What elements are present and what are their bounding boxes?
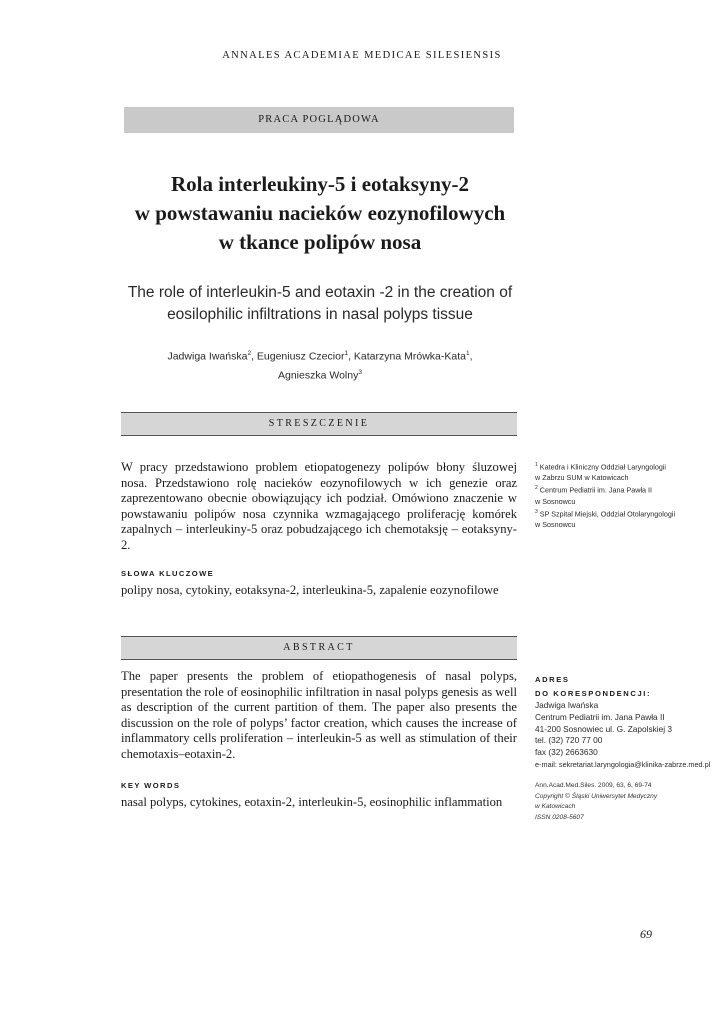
abstract-heading: ABSTRACT (121, 636, 517, 660)
affiliation-line: w Zabrzu SUM w Katowicach (535, 473, 629, 483)
affiliation-number: 2 (535, 485, 538, 492)
title-english (0, 282, 640, 326)
copyright-line: Copyright © Śląski Uniwersytet Medyczny (535, 792, 658, 800)
keywords-polish-heading: SŁOWA KLUCZOWE (121, 569, 215, 578)
correspondence-street: 41-200 Sosnowiec ul. G. Zapolskiej 3 (535, 723, 672, 734)
affiliation-line (535, 483, 715, 495)
affiliation-text: Katedra i Kliniczny Oddział Laryngologii (537, 462, 667, 472)
citation-block (535, 781, 715, 823)
article-type-label: PRACA POGLĄDOWA (124, 107, 514, 133)
author-separator: , (469, 350, 473, 363)
affiliation-text: SP Szpital Miejski, Oddział Otolaryngologii (537, 509, 676, 519)
title-english-line: eosilophilic infiltrations in nasal polyps tissue (167, 306, 473, 323)
author-name: , Eugeniusz Czecior (251, 350, 345, 363)
author-line (0, 365, 640, 384)
affiliation-ref: 3 (358, 368, 362, 376)
correspondence-email: e-mail: sekretariat.laryngologia@klinika-zabrze.med.pl (535, 759, 711, 769)
correspondence-fax: fax (32) 2663630 (535, 747, 598, 758)
author-line (0, 346, 640, 365)
keywords-english-heading: KEY WORDS (121, 781, 181, 790)
affiliation-ref: 2 (247, 350, 252, 357)
title-english-line: The role of interleukin-5 and eotaxin -2 in the creation of (127, 284, 513, 301)
correspondence-address (535, 700, 721, 771)
affiliations-block (535, 460, 715, 530)
copyright-line: w Katowicach (535, 803, 576, 810)
journal-name: ANNALES ACADEMIAE MEDICAE SILESIENSIS (222, 50, 502, 61)
correspondence-institution: Centrum Pediatrii im. Jana Pawła II (535, 711, 665, 722)
affiliation-line (535, 507, 715, 519)
affiliation-line: w Sosnowcu (535, 520, 576, 530)
streszczenie-body: W pracy przedstawiono problem etiopatogenezy polipów błony śluzowej nosa. Przedstawiono rolę nacieków eozynofilowych w ich genezie oraz zaprezentowano obecnie obowiązujący ich podział. Omówiono znaczenie w powstawaniu polipów nosa czynnika wzmagającego proliferację komórek zapalnych – interleukiny-5 oraz pobudzającego ich chemotaksję – eotaksyny-2. (121, 460, 517, 552)
issn: ISSN 0208-5607 (535, 813, 584, 821)
correspondence-heading-line: DO KORESPONDENCJI: (535, 689, 652, 698)
author-name: , Katarzyna Mrówka-Kata (348, 350, 466, 363)
correspondence-name: Jadwiga Iwańska (535, 700, 599, 710)
affiliation-line (535, 460, 715, 472)
author-list (0, 346, 640, 383)
affiliation-number: 1 (535, 462, 538, 468)
title-polish-line: w tkance polipów nosa (218, 230, 422, 254)
affiliation-text: Centrum Pediatrii im. Jana Pawła II (537, 485, 653, 495)
abstract-body: The paper presents the problem of etiopathogenesis of nasal polyps, presentation the role of eosinophilic infiltration in nasal polyps genesis as well as description of the current partition of them. The paper also presents the discussion on the role of polyps’ factor creation, which causes the increase of inflammatory cells proliferation – interleukin-5 as well as stimulation of their chemotaxis–eotaxin-2. (121, 669, 517, 761)
affiliation-line: w Sosnowcu (535, 496, 576, 506)
correspondence-heading-line: ADRES (535, 675, 570, 684)
title-polish (0, 170, 640, 257)
author-name: Jadwiga Iwańska (167, 350, 248, 363)
keywords-english: nasal polyps, cytokines, eotaxin-2, interleukin-5, eosinophilic inflammation (121, 795, 503, 809)
title-polish-line: Rola interleukiny-5 i eotaksyny-2 (170, 172, 470, 196)
correspondence-phone: tel. (32) 720 77 00 (535, 735, 603, 746)
affiliation-ref: 1 (465, 350, 470, 357)
author-name: Agnieszka Wolny (278, 369, 359, 381)
page-number: 69 (640, 927, 652, 941)
affiliation-number: 3 (535, 508, 538, 515)
correspondence-heading (535, 673, 715, 701)
citation-reference: Ann.Acad.Med.Siles. 2009, 63, 6, 69-74 (535, 782, 652, 789)
keywords-polish: polipy nosa, cytokiny, eotaksyna-2, interleukina-5, zapalenie eozynofilowe (121, 583, 499, 597)
title-polish-line: w powstawaniu nacieków eozynofilowych (134, 201, 506, 225)
affiliation-ref: 1 (344, 350, 349, 357)
streszczenie-heading: STRESZCZENIE (121, 412, 517, 436)
